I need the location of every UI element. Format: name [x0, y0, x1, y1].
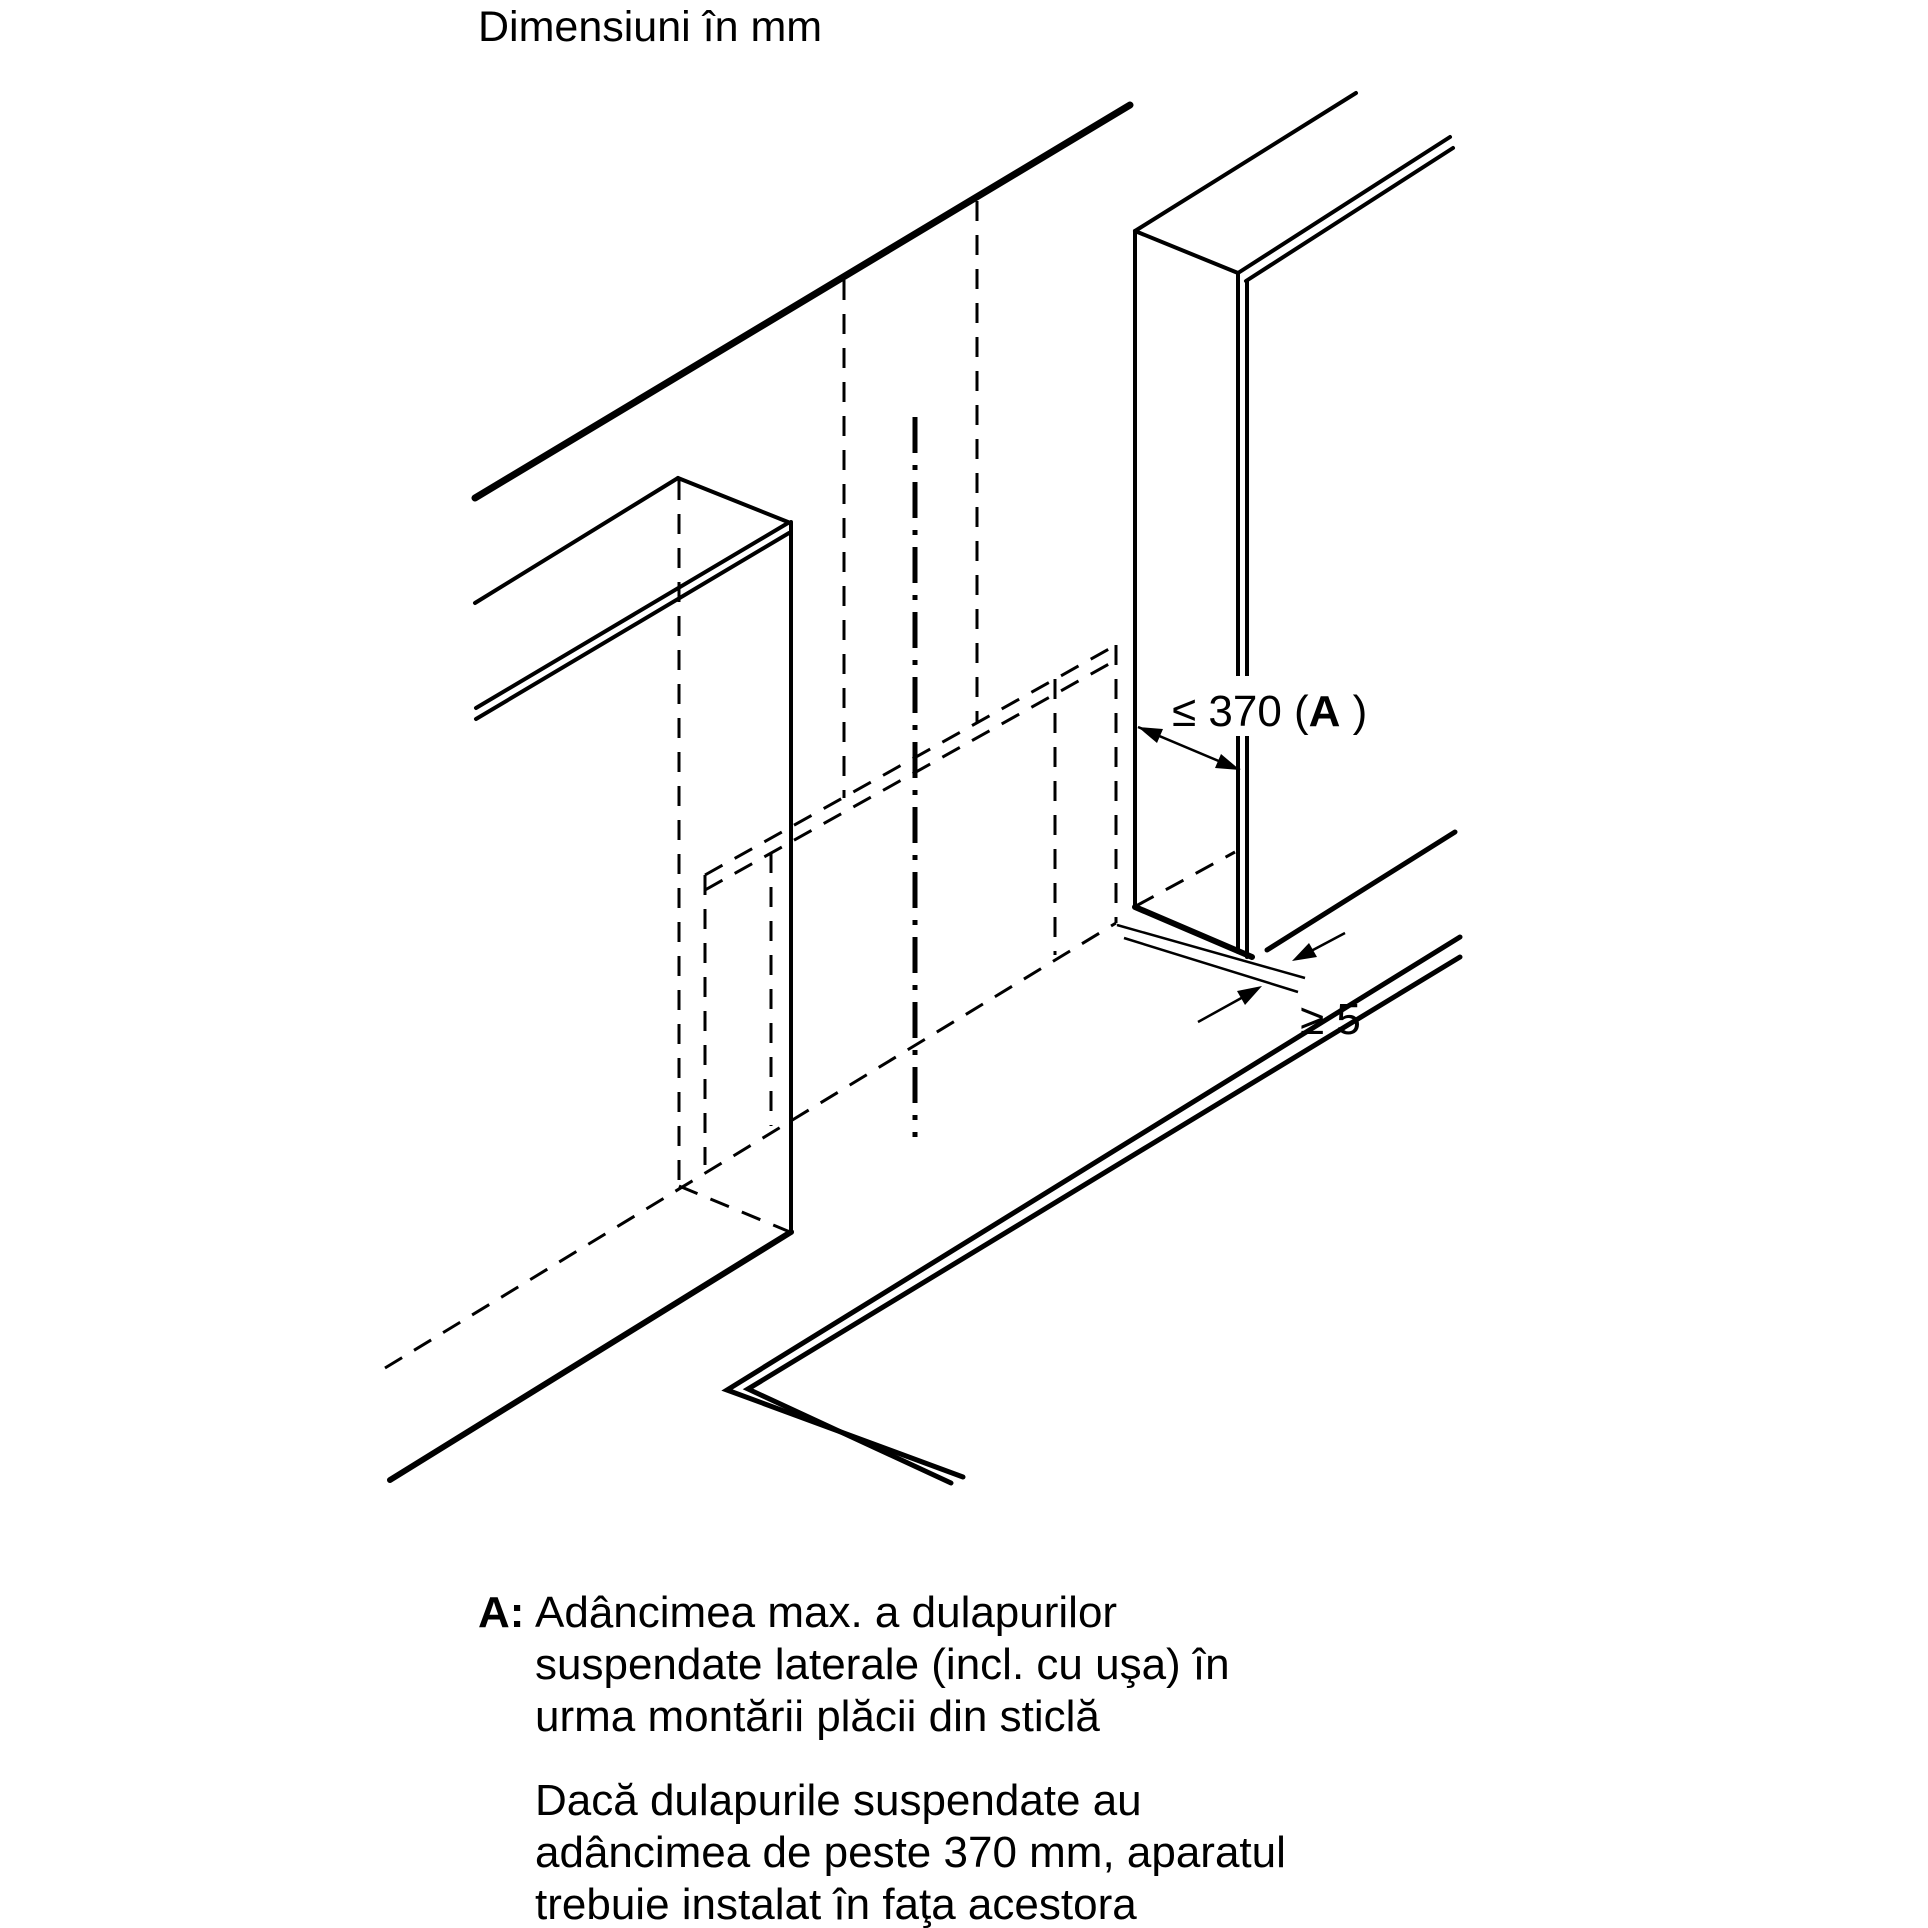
left-cabinet-top-right-edge [678, 478, 788, 522]
note-line: trebuie instalat în faţa acestora [535, 1880, 1137, 1928]
page-title: Dimensiuni în mm [478, 3, 823, 51]
dimension-depth-label: ≤ 370 (A ) [1172, 687, 1368, 736]
left-cabinet-front-top-edge-outer [476, 523, 788, 708]
right-cabinet-hidden-edges [1136, 852, 1235, 906]
note-line: Adâncimea max. a dulapurilor [535, 1588, 1118, 1637]
wall-projection-lines [844, 201, 977, 798]
dimension-gap [1198, 933, 1361, 1044]
right-cabinet-bottom-edge [1135, 907, 1252, 957]
right-cabinet-side-top-edge-outer [1238, 137, 1450, 273]
note-paragraph-definition [535, 1587, 1230, 1743]
left-cabinet-hidden-bottom-edge [679, 1186, 790, 1232]
dimension-gap-label: ≥ 5 [1300, 995, 1361, 1044]
right-cabinet-front-top-edge [1135, 231, 1238, 273]
left-cabinet-hidden-edges [679, 480, 790, 1232]
glass-panel-top-edge [1117, 925, 1305, 978]
note-line: adâncimea de peste 370 mm, aparatul [535, 1828, 1286, 1877]
glass-panel-edge [1117, 925, 1305, 992]
note-line: Dacă dulapurile suspendate au [535, 1776, 1142, 1825]
note-paragraph-condition [535, 1775, 1286, 1928]
left-cabinet-front-top-edge-inner [476, 533, 789, 719]
dimension-gap-arrow-line-lower [1198, 996, 1245, 1022]
dimension-depth [1138, 676, 1404, 770]
wall-top-edge [475, 105, 1130, 498]
right-cabinet [1135, 93, 1453, 957]
right-cabinet-hidden-bottom-edge [1136, 852, 1235, 906]
note-label: A: [478, 1588, 525, 1637]
hood-bottom-edge [385, 923, 1116, 1368]
note-line: urma montării plăcii din sticlă [535, 1692, 1100, 1741]
counter-outline [727, 832, 1460, 1483]
arrowhead-left-icon [1138, 727, 1163, 743]
left-cabinet-top-back-edge [475, 478, 678, 603]
left-cabinet-bottom-edge [390, 1232, 791, 1480]
note-line: suspendate laterale (incl. cu uşa) în [535, 1640, 1230, 1689]
right-cabinet-side-top-edge-inner [1246, 148, 1453, 281]
right-cabinet-top-back-edge [1135, 93, 1356, 231]
wall-base-edge-right [1267, 832, 1455, 950]
arrowhead-lower-icon [1237, 986, 1262, 1005]
arrowhead-upper-icon [1292, 943, 1317, 961]
